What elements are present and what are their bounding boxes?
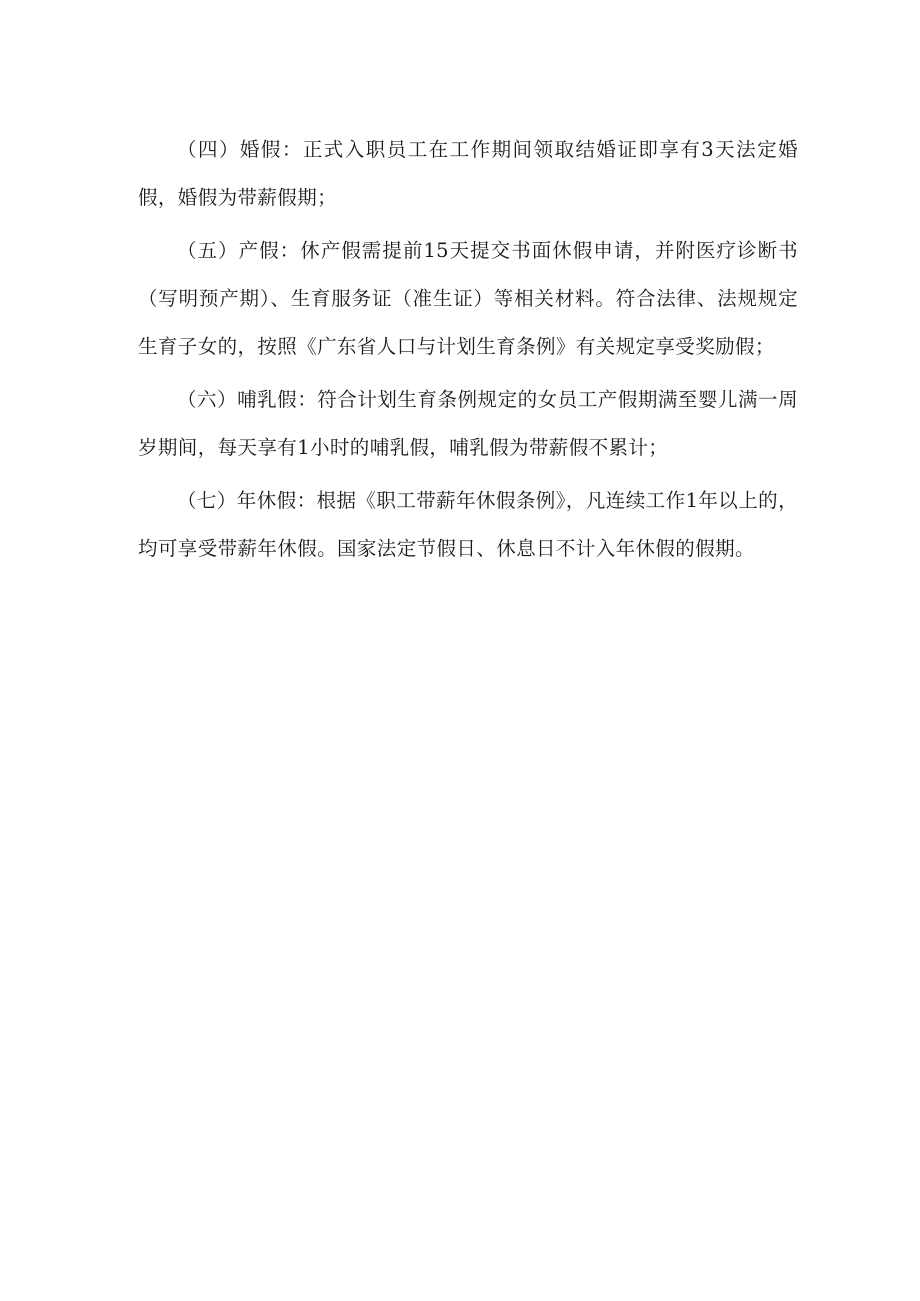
paragraph-nursing-leave: （六）哺乳假：符合计划生育条例规定的女员工产假期满至婴儿满一周岁期间，每天享有1小时的哺乳假，哺乳假为带薪假不累计； xyxy=(138,388,798,459)
paragraph-maternity-leave: （五）产假：休产假需提前15天提交书面休假申请，并附医疗诊断书（写明预产期）、生育服务证（准生证）等相关材料。符合法律、法规规定生育子女的，按照《广东省人口与计划生育条例》有关规定享受奖励假； xyxy=(138,239,798,358)
document-body xyxy=(138,126,798,573)
paragraph-annual-leave: （七）年休假：根据《职工带薪年休假条例》，凡连续工作1年以上的，均可享受带薪年休假。国家法定节假日、休息日不计入年休假的假期。 xyxy=(138,489,798,560)
paragraph-marriage-leave: （四）婚假：正式入职员工在工作期间领取结婚证即享有3天法定婚假，婚假为带薪假期； xyxy=(138,138,798,209)
